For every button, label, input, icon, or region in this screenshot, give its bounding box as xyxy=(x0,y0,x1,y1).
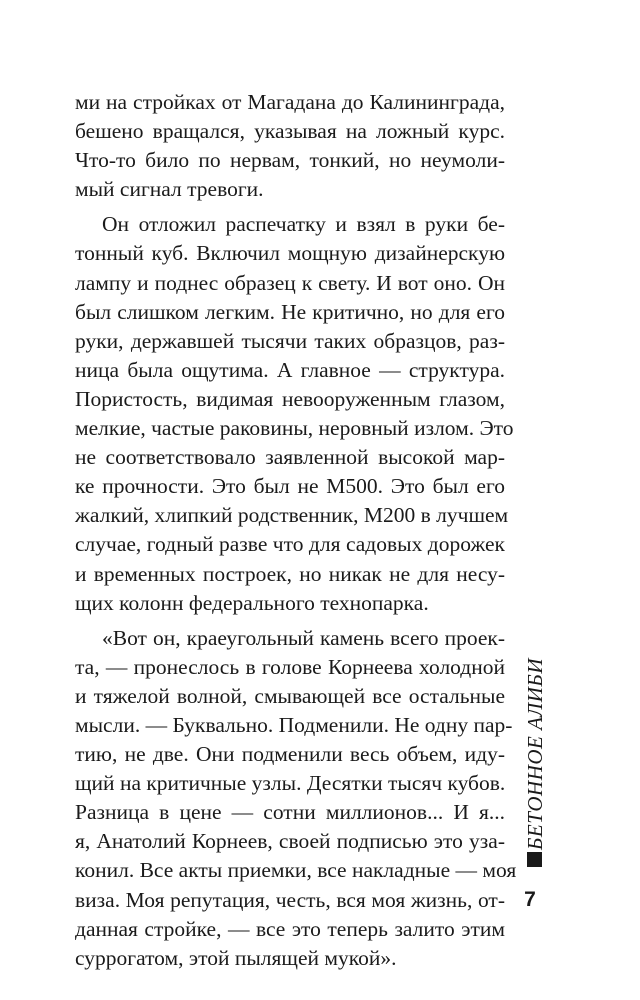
text-line: ница была ощутима. А главное — структура. xyxy=(75,357,505,382)
text-line: Пористость, видимая невооруженным глазом, xyxy=(75,386,505,411)
text-line: лампу и поднес образец к свету. И вот оно. Он xyxy=(75,270,505,295)
text-line: руки, державшей тысячи таких образцов, раз- xyxy=(75,328,505,353)
text-line: та, — пронеслось в голове Корнеева холодной xyxy=(75,654,505,679)
text-line: бешено вращался, указывая на ложный курс. xyxy=(75,119,505,144)
text-line: Он отложил распечатку и взял в руки бе- xyxy=(102,212,505,237)
text-line: ке прочности. Это был не М500. Это был его xyxy=(75,474,505,499)
text-line: случае, годный разве что для садовых дорожек xyxy=(75,532,505,557)
text-line: жалкий, хлипкий родственник, М200 в лучшем xyxy=(75,503,509,528)
text-line: суррогатом, этой пылящей мукой». xyxy=(75,945,397,970)
text-line: мелкие, частые раковины, неровный излом. Это xyxy=(75,416,514,441)
text-line: ми на стройках от Магадана до Калининграда, xyxy=(75,90,505,114)
text-line: тию, не две. Они подменили весь объем, иду- xyxy=(75,742,505,767)
text-line: был слишком легким. Не критично, но для его xyxy=(75,299,505,324)
text-line: я, Анатолий Корнеев, своей подписью это уза- xyxy=(75,829,505,854)
text-line: Что-то било по нервам, тонкий, но неумоли- xyxy=(75,148,505,173)
page-number: 7 xyxy=(524,888,536,911)
text-line: мысли. — Буквально. Подменили. Не одну пар- xyxy=(75,712,513,737)
text-line: Разница в цене — сотни миллионов... И я... xyxy=(75,800,505,825)
text-line: виза. Моя репутация, честь, вся моя жизнь, от- xyxy=(75,887,505,912)
text-line: мый сигнал тревоги. xyxy=(75,177,264,202)
text-line: и временных построек, но никак не для несу- xyxy=(75,561,505,586)
text-line: щих колонн федерального технопарка. xyxy=(75,590,429,615)
text-line: «Вот он, краеугольный камень всего проек- xyxy=(102,625,505,650)
text-line: и тяжелой волной, смывающей все остальные xyxy=(75,683,505,708)
text-line: тонный куб. Включил мощную дизайнерскую xyxy=(75,241,505,266)
text-line: данная стройке, — все это теперь залито этим xyxy=(75,916,505,941)
body-text xyxy=(75,88,517,973)
text-line: не соответствовало заявленной высокой мар- xyxy=(75,445,505,470)
running-head-title: БЕТОННОЕ АЛИБИ xyxy=(523,658,547,850)
text-line: конил. Все акты приемки, все накладные — моя xyxy=(75,858,517,883)
running-head xyxy=(520,650,550,860)
text-line: щий на критичные узлы. Десятки тысяч кубов. xyxy=(75,771,506,796)
running-head-square-marker xyxy=(527,852,542,867)
